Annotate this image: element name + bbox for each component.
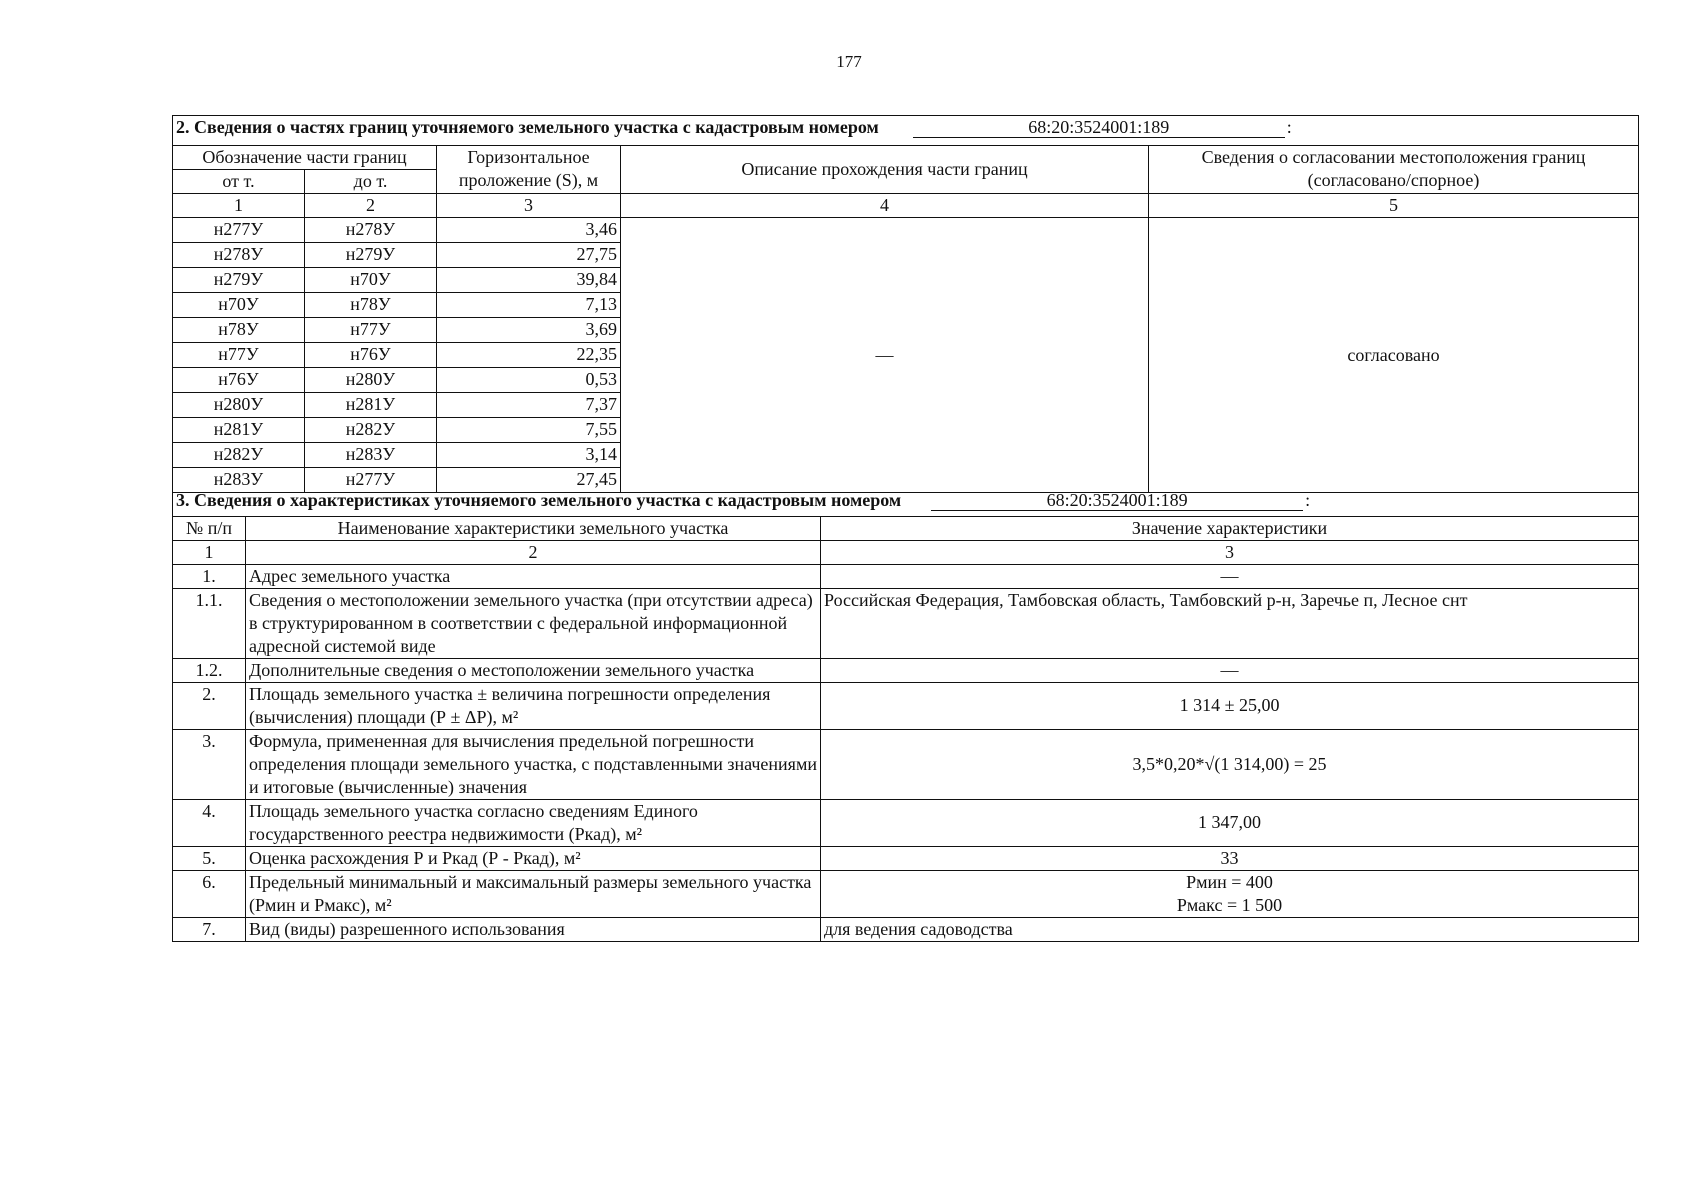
section2-title-cell xyxy=(173,116,1639,146)
from-point: н277У xyxy=(173,218,305,243)
column-number: 3 xyxy=(437,194,621,218)
column-number: 1 xyxy=(173,540,246,564)
row-number: 5. xyxy=(173,846,246,870)
table-row xyxy=(173,870,1639,917)
table-row xyxy=(173,846,1639,870)
from-point: н279У xyxy=(173,268,305,293)
section3-cadastral-number: 68:20:3524001:189 xyxy=(931,491,1303,511)
horizontal-length: 27,75 xyxy=(437,243,621,268)
row-number: 1.2. xyxy=(173,658,246,682)
characteristic-name: Вид (виды) разрешенного использования xyxy=(246,917,821,941)
to-point: н76У xyxy=(305,343,437,368)
min-size-value: Рмин = 400 xyxy=(1186,871,1273,892)
row-number: 1.1. xyxy=(173,588,246,658)
characteristic-value: — xyxy=(821,658,1639,682)
from-point: н278У xyxy=(173,243,305,268)
characteristic-value xyxy=(821,870,1639,917)
characteristic-value: 1 314 ± 25,00 xyxy=(821,682,1639,729)
header-horizontal-length: Горизонтальное проложение (S), м xyxy=(437,146,621,194)
header-characteristic-value: Значение характеристики xyxy=(821,516,1639,540)
from-point: н281У xyxy=(173,418,305,443)
header-characteristic-name: Наименование характеристики земельного участка xyxy=(246,516,821,540)
horizontal-length: 3,46 xyxy=(437,218,621,243)
description-value: — xyxy=(621,218,1149,493)
characteristic-value: 3,5*0,20*√(1 314,00) = 25 xyxy=(821,729,1639,799)
boundary-parts-table xyxy=(172,115,1639,493)
characteristic-name: Адрес земельного участка xyxy=(246,564,821,588)
header-from-point: от т. xyxy=(173,170,305,194)
characteristic-value: Российская Федерация, Тамбовская область, Тамбовский р-н, Заречье п, Лесное снт xyxy=(821,588,1639,658)
horizontal-length: 22,35 xyxy=(437,343,621,368)
to-point: н277У xyxy=(305,468,437,493)
column-number: 3 xyxy=(821,540,1639,564)
section3-title-cell xyxy=(173,489,1639,516)
to-point: н280У xyxy=(305,368,437,393)
characteristic-value: для ведения садоводства xyxy=(821,917,1639,941)
row-number: 6. xyxy=(173,870,246,917)
from-point: н78У xyxy=(173,318,305,343)
to-point: н78У xyxy=(305,293,437,318)
row-number: 1. xyxy=(173,564,246,588)
from-point: н280У xyxy=(173,393,305,418)
horizontal-length: 3,69 xyxy=(437,318,621,343)
column-number: 4 xyxy=(621,194,1149,218)
table-row xyxy=(173,564,1639,588)
horizontal-length: 0,53 xyxy=(437,368,621,393)
table-row xyxy=(173,218,1639,243)
agreement-value: согласовано xyxy=(1149,218,1639,493)
section2-title: 2. Сведения о частях границ уточняемого земельного участка с кадастровым номером xyxy=(176,117,879,137)
page-number: 177 xyxy=(836,52,862,71)
characteristic-value: 33 xyxy=(821,846,1639,870)
row-number: 4. xyxy=(173,799,246,846)
from-point: н283У xyxy=(173,468,305,493)
characteristic-name: Оценка расхождения Р и Ркад (Р - Ркад), м² xyxy=(246,846,821,870)
to-point: н283У xyxy=(305,443,437,468)
characteristic-name: Предельный минимальный и максимальный размеры земельного участка (Рмин и Рмакс), м² xyxy=(246,870,821,917)
to-point: н281У xyxy=(305,393,437,418)
horizontal-length: 39,84 xyxy=(437,268,621,293)
characteristic-name: Формула, примененная для вычисления предельной погрешности определения площади земельного участка, с подставленными значениями и итоговые (вычисленные) значения xyxy=(246,729,821,799)
to-point: н278У xyxy=(305,218,437,243)
max-size-value: Рмакс = 1 500 xyxy=(1176,894,1283,915)
header-designation: Обозначение части границ xyxy=(173,146,437,170)
from-point: н77У xyxy=(173,343,305,368)
horizontal-length: 7,37 xyxy=(437,393,621,418)
table-row xyxy=(173,917,1639,941)
header-to-point: до т. xyxy=(305,170,437,194)
header-agreement: Сведения о согласовании местоположения границ (согласовано/спорное) xyxy=(1149,146,1639,194)
characteristics-table xyxy=(172,489,1639,942)
row-number: 7. xyxy=(173,917,246,941)
characteristic-name: Сведения о местоположении земельного участка (при отсутствии адреса) в структурированном в соответствии с федеральной информационной адресной системой виде xyxy=(246,588,821,658)
header-description: Описание прохождения части границ xyxy=(621,146,1149,194)
to-point: н70У xyxy=(305,268,437,293)
section3-title: 3. Сведения о характеристиках уточняемого земельного участка с кадастровым номером xyxy=(176,490,902,510)
horizontal-length: 7,13 xyxy=(437,293,621,318)
table-row xyxy=(173,658,1639,682)
from-point: н70У xyxy=(173,293,305,318)
table-row xyxy=(173,729,1639,799)
from-point: н76У xyxy=(173,368,305,393)
characteristic-value: — xyxy=(821,564,1639,588)
to-point: н282У xyxy=(305,418,437,443)
table-row xyxy=(173,588,1639,658)
table-row xyxy=(173,799,1639,846)
horizontal-length: 27,45 xyxy=(437,468,621,493)
to-point: н77У xyxy=(305,318,437,343)
from-point: н282У xyxy=(173,443,305,468)
column-number: 1 xyxy=(173,194,305,218)
column-number: 2 xyxy=(305,194,437,218)
section3-colon: : xyxy=(1305,490,1311,510)
characteristic-name: Площадь земельного участка согласно сведениям Единого государственного реестра недвижимости (Ркад), м² xyxy=(246,799,821,846)
characteristic-value: 1 347,00 xyxy=(821,799,1639,846)
row-number: 2. xyxy=(173,682,246,729)
column-number: 2 xyxy=(246,540,821,564)
section2-colon: : xyxy=(1286,117,1292,137)
horizontal-length: 3,14 xyxy=(437,443,621,468)
to-point: н279У xyxy=(305,243,437,268)
section2-cadastral-number: 68:20:3524001:189 xyxy=(913,118,1285,138)
horizontal-length: 7,55 xyxy=(437,418,621,443)
table-row xyxy=(173,682,1639,729)
characteristic-name: Площадь земельного участка ± величина погрешности определения (вычисления) площади (Р ± ΔР), м² xyxy=(246,682,821,729)
characteristic-name: Дополнительные сведения о местоположении земельного участка xyxy=(246,658,821,682)
header-number: № п/п xyxy=(173,516,246,540)
column-number: 5 xyxy=(1149,194,1639,218)
row-number: 3. xyxy=(173,729,246,799)
